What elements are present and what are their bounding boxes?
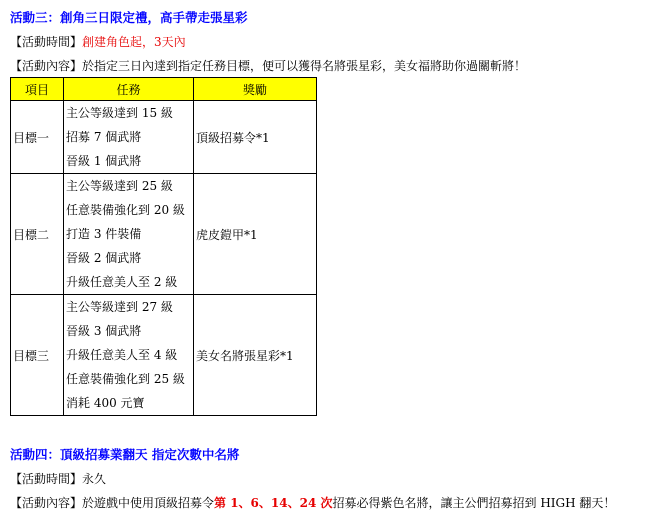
reward-cell: 頂級招募令*1	[194, 101, 317, 174]
event3-time-label: 【活動時間】	[10, 35, 83, 49]
task-item: 升級任意美人至 4 級	[66, 348, 178, 362]
task-item: 晉級 1 個武將	[66, 154, 142, 168]
task-item: 任意裝備強化到 25 級	[66, 372, 185, 386]
header-reward: 獎勵	[194, 78, 317, 101]
task-item: 主公等級達到 27 級	[66, 300, 173, 314]
table-row	[11, 101, 317, 174]
event4-content-pre: 於遊戲中使用頂級招募令	[82, 496, 215, 510]
reward-cell: 虎皮鎧甲*1	[194, 174, 317, 295]
task-item: 主公等級達到 15 級	[66, 106, 173, 120]
event3-content	[10, 57, 526, 74]
event4-time-label: 【活動時間】	[10, 472, 83, 486]
task-cell	[64, 295, 194, 416]
event4-time-value: 永久	[82, 472, 107, 486]
header-task: 任務	[64, 78, 194, 101]
task-item: 消耗 400 元寶	[66, 396, 145, 410]
reward-cell: 美女名將張星彩*1	[194, 295, 317, 416]
table-row	[11, 295, 317, 416]
task-item: 招募 7 個武將	[66, 130, 142, 144]
table-header-row	[11, 78, 317, 101]
goal-cell: 目標三	[11, 295, 64, 416]
task-cell	[64, 174, 194, 295]
task-cell	[64, 101, 194, 174]
event3-content-value: 於指定三日內達到指定任務目標，便可以獲得名將張星彩，美女福將助你過關斬將！	[82, 59, 527, 73]
task-item: 任意裝備強化到 20 級	[66, 203, 185, 217]
task-table	[10, 77, 317, 416]
task-item: 晉級 2 個武將	[66, 251, 142, 265]
table-row	[11, 174, 317, 295]
event4-content-post: 招募必得紫色名將，讓主公們招募招到 HIGH 翻天！	[332, 496, 616, 510]
event3-time	[10, 33, 186, 50]
event3-content-label: 【活動內容】	[10, 59, 83, 73]
goal-cell: 目標一	[11, 101, 64, 174]
event3-time-value: 創建角色起，3天內	[82, 35, 186, 49]
task-item: 主公等級達到 25 級	[66, 179, 173, 193]
header-item: 項目	[11, 78, 64, 101]
event4-time	[10, 470, 106, 487]
event4-content-label: 【活動內容】	[10, 496, 83, 510]
task-item: 升級任意美人至 2 級	[66, 275, 178, 289]
event4-content	[10, 494, 615, 511]
task-item: 晉級 3 個武將	[66, 324, 142, 338]
event4-title: 活動四：頂級招募業翻天 指定次數中名將	[10, 447, 240, 462]
event4-content-highlight: 第 1、6、14、24 次	[214, 496, 333, 510]
goal-cell: 目標二	[11, 174, 64, 295]
event3-title: 活動三：創角三日限定禮，高手帶走張星彩	[10, 10, 248, 25]
task-item: 打造 3 件裝備	[66, 227, 142, 241]
